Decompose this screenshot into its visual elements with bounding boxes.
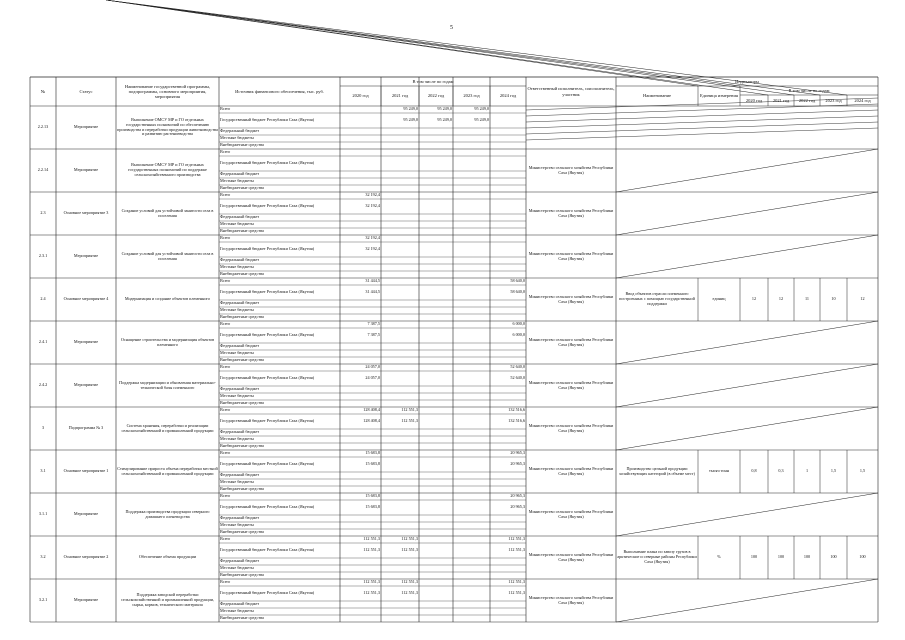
total-amount: 52 640,0	[510, 364, 525, 370]
source-label-extra: Внебюджетные средства	[220, 615, 264, 621]
indicator-value: 100	[803, 554, 811, 560]
indicator-name: Выполнение плана по завозу грузов в арктические и северные районы Республики Саха (Якутия)	[617, 549, 697, 564]
header-ind-year: 2023 год	[825, 97, 842, 103]
total-amount: 112 551,3	[401, 536, 418, 542]
republic-amount	[420, 242, 452, 257]
total-amount: 132 516,6	[508, 407, 525, 413]
empty-cell-diagonal	[616, 192, 878, 235]
source-label-extra: Внебюджетные средства	[220, 400, 264, 406]
republic-amount	[420, 199, 452, 214]
source-label-republic: Государственный бюджет Республики Саха (Якутия)	[220, 289, 315, 295]
source-label-total: Всего	[220, 192, 231, 198]
row-number: 2.2.14	[37, 167, 49, 173]
total-amount: 7 387,5	[367, 321, 380, 327]
source-label-federal: Федеральный бюджет	[220, 472, 260, 478]
republic-amount	[420, 414, 452, 429]
row-status: Основное мероприятие 2	[63, 554, 109, 560]
republic-amount	[491, 113, 525, 128]
source-label-federal: Федеральный бюджет	[220, 386, 260, 392]
indicator-value: 0,8	[751, 468, 757, 474]
total-amount	[420, 192, 452, 199]
total-amount: 128 408,4	[363, 407, 380, 413]
total-amount	[491, 192, 525, 199]
empty-cell-diagonal	[616, 493, 878, 536]
row-program-name: Поддержка модернизации и обновления материально-технической базы племенного	[119, 379, 216, 390]
republic-amount	[454, 500, 489, 515]
total-amount: 32 192,4	[365, 235, 380, 241]
header-source: Источник финансового обеспечения, тыс. руб.	[235, 88, 324, 94]
header-year: 2021 год	[391, 93, 409, 99]
republic-amount	[420, 371, 452, 386]
row-status: Мероприятие	[73, 382, 99, 388]
indicator-value: 1,5	[830, 468, 837, 474]
total-amount: 31 444,5	[365, 278, 380, 284]
republic-amount	[420, 156, 452, 171]
indicator-value: 10	[831, 296, 836, 302]
total-amount	[420, 235, 452, 242]
row-status: Мероприятие	[73, 167, 99, 173]
total-amount	[382, 192, 418, 199]
republic-amount: 95 249,0	[403, 117, 418, 123]
source-label-total: Всего	[220, 493, 231, 499]
total-amount	[382, 364, 418, 371]
row-number: 2.2.13	[37, 124, 49, 130]
source-label-total: Всего	[220, 407, 231, 413]
republic-amount	[454, 156, 489, 171]
republic-amount: 32 192,4	[365, 246, 380, 252]
republic-amount: 58 640,0	[510, 289, 525, 295]
republic-amount: 112 551,3	[401, 418, 418, 424]
source-label-local: Местные бюджеты	[220, 264, 254, 270]
total-amount	[454, 536, 489, 543]
page-number: 5	[450, 25, 453, 31]
republic-amount: 112 551,3	[363, 590, 380, 596]
total-amount	[420, 579, 452, 586]
header-indicators: Индикаторы	[735, 78, 759, 84]
row-number: 3.2.1	[38, 597, 48, 603]
republic-amount	[341, 156, 380, 171]
total-amount: 95 249,0	[474, 106, 489, 112]
header-year: 2024 год	[499, 93, 517, 99]
republic-amount	[454, 543, 489, 558]
row-status: Мероприятие	[73, 511, 99, 517]
source-label-local: Местные бюджеты	[220, 393, 254, 399]
header-ind-name: Наименование	[642, 93, 672, 99]
source-label-local: Местные бюджеты	[220, 565, 254, 571]
row-executor: Министерство сельского хозяйства Республики Саха (Якутия)	[528, 422, 614, 433]
row-number: 2.3.1	[38, 253, 48, 259]
row-executor: Министерство сельского хозяйства Республики Саха (Якутия)	[528, 164, 614, 175]
header-years-group: В том числе по годам	[412, 78, 454, 84]
source-label-republic: Государственный бюджет Республики Саха (Якутия)	[220, 418, 315, 424]
republic-amount	[420, 457, 452, 472]
indicator-value: 100	[750, 554, 758, 560]
empty-cell-hatch	[526, 116, 878, 128]
row-program-name: Обеспечение объема продукции	[138, 554, 197, 560]
total-amount	[491, 149, 525, 156]
source-label-republic: Государственный бюджет Республики Саха (Якутия)	[220, 504, 315, 510]
row-program-name: Поддержка производства продукции северного домашнего оленеводства	[125, 508, 210, 519]
source-label-extra: Внебюджетные средства	[220, 314, 264, 320]
source-label-extra: Внебюджетные средства	[220, 271, 264, 277]
total-amount: 24 057,0	[365, 364, 380, 370]
source-label-total: Всего	[220, 536, 231, 542]
source-label-extra: Внебюджетные средства	[220, 572, 264, 578]
republic-amount	[491, 199, 525, 214]
republic-amount	[454, 414, 489, 429]
total-amount	[420, 407, 452, 414]
indicator-name: Производство цельной продукции хозяйствующих категорий (в объеме мест)	[619, 465, 695, 476]
republic-amount: 15 683,8	[365, 504, 380, 510]
republic-amount: 112 551,3	[401, 590, 418, 596]
republic-amount	[420, 586, 452, 601]
source-label-federal: Федеральный бюджет	[220, 171, 260, 177]
source-label-total: Всего	[220, 106, 231, 112]
total-amount	[382, 235, 418, 242]
republic-amount	[454, 457, 489, 472]
header-ind-year: 2024 год	[854, 97, 871, 103]
total-amount: 112 551,3	[508, 536, 525, 542]
source-label-total: Всего	[220, 149, 231, 155]
total-amount	[420, 149, 452, 156]
source-label-republic: Государственный бюджет Республики Саха (Якутия)	[220, 203, 315, 209]
header-num: №	[40, 88, 46, 94]
row-program-name: Стимулирование прироста объема переработки местной сельскохозяйственной и промышленной продукции	[117, 465, 218, 476]
total-amount: 95 249,0	[403, 106, 418, 112]
row-executor: Министерство сельского хозяйства Республики Саха (Якутия)	[528, 551, 614, 562]
total-amount: 112 551,3	[363, 579, 380, 585]
empty-cell-diagonal	[616, 149, 878, 192]
total-amount	[454, 321, 489, 328]
empty-cell-hatch	[526, 122, 878, 134]
republic-amount	[382, 242, 418, 257]
republic-amount: 95 249,0	[474, 117, 489, 123]
source-label-federal: Федеральный бюджет	[220, 429, 260, 435]
republic-amount: 112 551,3	[401, 547, 418, 553]
row-status: Мероприятие	[73, 339, 99, 345]
row-executor: Министерство сельского хозяйства Республики Саха (Якутия)	[528, 594, 614, 605]
row-program-name: Модернизация и создание объектов племенного	[124, 296, 211, 302]
source-label-republic: Государственный бюджет Республики Саха (Якутия)	[220, 461, 315, 467]
header-status: Статус	[79, 88, 93, 94]
source-label-republic: Государственный бюджет Республики Саха (Якутия)	[220, 547, 315, 553]
source-label-local: Местные бюджеты	[220, 178, 254, 184]
empty-cell-hatch	[526, 110, 878, 122]
row-program-name: Система хранения, переработки и реализации сельскохозяйственной и промышленной продукции	[121, 422, 214, 433]
total-amount	[454, 493, 489, 500]
source-label-federal: Федеральный бюджет	[220, 601, 260, 607]
source-label-republic: Государственный бюджет Республики Саха (Якутия)	[220, 375, 315, 381]
total-amount: 112 551,3	[363, 536, 380, 542]
header-ind-unit: Единица измерения	[700, 93, 738, 99]
republic-amount	[454, 371, 489, 386]
indicator-value: 12	[751, 296, 757, 302]
source-label-federal: Федеральный бюджет	[220, 300, 260, 306]
republic-amount: 6 000,0	[512, 332, 525, 338]
total-amount	[454, 149, 489, 156]
indicator-value: 1,5	[859, 468, 866, 474]
total-amount: 58 640,0	[510, 278, 525, 284]
row-number: 3.1	[40, 468, 46, 474]
empty-cell-diagonal	[616, 407, 878, 450]
total-amount	[454, 364, 489, 371]
total-amount	[382, 493, 418, 500]
header-program-name: Наименование государственной программы, подпрограммы, основного мероприятия, мероприятия	[124, 83, 211, 100]
republic-amount: 20 965,3	[510, 504, 525, 510]
header-year: 2023 год	[463, 93, 480, 99]
total-amount	[420, 321, 452, 328]
source-label-total: Всего	[220, 364, 231, 370]
republic-amount	[382, 371, 418, 386]
source-label-extra: Внебюджетные средства	[220, 185, 264, 191]
source-label-federal: Федеральный бюджет	[220, 214, 260, 220]
row-program-name: Создание условий для устойчивой занятости села в поселения	[121, 207, 214, 218]
total-amount: 15 683,8	[365, 493, 380, 499]
total-amount	[491, 235, 525, 242]
total-amount: 20 965,3	[510, 493, 525, 499]
republic-amount: 128 408,4	[363, 418, 380, 424]
republic-amount: 112 551,3	[363, 547, 380, 553]
total-amount: 112 551,3	[401, 407, 418, 413]
indicator-value: 100	[859, 554, 866, 560]
total-amount	[420, 364, 452, 371]
total-amount	[341, 149, 380, 156]
row-program-name: Выполнение ОМСУ МР и ГО отдельных государственных полномочий по поддержке сельскохозяйственного производства	[128, 162, 207, 177]
republic-amount: 132 516,6	[508, 418, 525, 424]
row-status: Подпрограмма № 3	[68, 425, 104, 431]
total-amount	[382, 321, 418, 328]
source-label-local: Местные бюджеты	[220, 436, 254, 442]
indicator-unit: %	[717, 554, 721, 560]
total-amount: 20 965,3	[510, 450, 525, 456]
row-status: Основное мероприятие 1	[63, 468, 109, 474]
indicator-value: 100	[777, 554, 785, 560]
republic-amount: 24 057,0	[365, 375, 380, 381]
indicator-value: 12	[778, 296, 784, 302]
source-label-federal: Федеральный бюджет	[220, 343, 260, 349]
header-ind-year: 2021 год	[772, 97, 790, 103]
republic-amount	[382, 285, 418, 300]
row-number: 2.3	[40, 210, 46, 216]
republic-amount: 112 551,3	[508, 590, 525, 596]
source-label-total: Всего	[220, 321, 231, 327]
indicator-name: Ввод объектов отрасли племенного построенных с помощью государственной поддержки	[619, 291, 695, 306]
row-executor: Министерство сельского хозяйства Республики Саха (Якутия)	[528, 508, 614, 519]
indicator-value: 100	[830, 554, 837, 560]
row-status: Мероприятие	[73, 253, 99, 259]
republic-amount	[454, 328, 489, 343]
republic-amount: 52 640,0	[510, 375, 525, 381]
total-amount	[420, 450, 452, 457]
row-program-name: Поддержка заводской переработки сельскохозяйственной и промышленной продукции, сырья, кормов, технического материала	[120, 592, 215, 607]
empty-cell-diagonal	[616, 235, 878, 278]
header-ind-years-group: В том числе по годам	[788, 87, 830, 93]
total-amount: 6 000,0	[512, 321, 525, 327]
source-label-extra: Внебюджетные средства	[220, 228, 264, 234]
total-amount	[454, 235, 489, 242]
republic-amount: 20 965,3	[510, 461, 525, 467]
total-amount	[454, 192, 489, 199]
republic-amount	[382, 457, 418, 472]
source-label-extra: Внебюджетные средства	[220, 486, 264, 492]
source-label-local: Местные бюджеты	[220, 350, 254, 356]
header-ind-year: 2022 год	[798, 97, 816, 103]
indicator-value: 1	[805, 468, 809, 474]
republic-amount: 32 192,4	[365, 203, 380, 209]
republic-amount	[382, 328, 418, 343]
source-label-total: Всего	[220, 235, 231, 241]
row-status: Мероприятие	[73, 124, 99, 130]
row-status: Основное мероприятие 4	[63, 296, 109, 302]
total-amount	[341, 106, 380, 113]
row-executor: Министерство сельского хозяйства Республики Саха (Якутия)	[528, 336, 614, 347]
total-amount	[454, 407, 489, 414]
indicator-value: 12	[860, 296, 865, 302]
header-year: 2020 год	[352, 93, 369, 99]
source-label-total: Всего	[220, 278, 231, 284]
source-label-total: Всего	[220, 579, 231, 585]
empty-cell-diagonal	[616, 579, 878, 622]
source-label-total: Всего	[220, 450, 231, 456]
empty-cell-diagonal	[616, 364, 878, 407]
header-year: 2022 год	[427, 93, 445, 99]
republic-amount	[341, 113, 380, 128]
row-status: Мероприятие	[73, 597, 99, 603]
republic-amount	[454, 586, 489, 601]
republic-amount	[382, 500, 418, 515]
republic-amount	[454, 285, 489, 300]
source-label-local: Местные бюджеты	[220, 135, 254, 141]
total-amount	[454, 579, 489, 586]
indicator-unit: тысяч тонн	[709, 468, 729, 474]
row-program-name: Оснащение строительства и модернизация объектов племенного	[120, 336, 215, 347]
republic-amount	[491, 242, 525, 257]
row-number: 2.4.2	[38, 382, 48, 388]
total-amount: 112 551,3	[401, 579, 418, 585]
republic-amount	[454, 199, 489, 214]
total-amount: 32 192,4	[365, 192, 380, 198]
republic-amount: 31 444,5	[365, 289, 380, 295]
source-label-federal: Федеральный бюджет	[220, 257, 260, 263]
source-label-local: Местные бюджеты	[220, 307, 254, 313]
republic-amount	[382, 199, 418, 214]
row-number: 2.4	[40, 296, 46, 302]
total-amount	[382, 278, 418, 285]
source-label-extra: Внебюджетные средства	[220, 529, 264, 535]
total-amount	[382, 450, 418, 457]
indicator-unit: единиц	[712, 296, 726, 302]
republic-amount: 7 387,5	[367, 332, 380, 338]
source-label-republic: Государственный бюджет Республики Саха (Якутия)	[220, 246, 315, 252]
source-label-republic: Государственный бюджет Республики Саха (Якутия)	[220, 117, 315, 123]
source-label-extra: Внебюджетные средства	[220, 142, 264, 148]
total-amount: 15 683,8	[365, 450, 380, 456]
source-label-federal: Федеральный бюджет	[220, 128, 260, 134]
row-number: 3.2	[40, 554, 46, 560]
republic-amount: 95 249,0	[437, 117, 452, 123]
row-program-name: Создание условий для устойчивой занятости села в поселения	[121, 250, 214, 261]
total-amount	[420, 536, 452, 543]
source-label-federal: Федеральный бюджет	[220, 515, 260, 521]
source-label-extra: Внебюджетные средства	[220, 357, 264, 363]
republic-amount: 15 683,8	[365, 461, 380, 467]
source-label-republic: Государственный бюджет Республики Саха (Якутия)	[220, 590, 315, 596]
republic-amount	[454, 242, 489, 257]
source-label-local: Местные бюджеты	[220, 522, 254, 528]
header-ind-year: 2020 год	[745, 97, 763, 103]
republic-amount	[382, 156, 418, 171]
empty-cell-diagonal	[616, 321, 878, 364]
row-number: 3.1.1	[38, 511, 48, 517]
source-label-republic: Государственный бюджет Республики Саха (Якутия)	[220, 332, 315, 338]
indicator-value: 0,3	[778, 468, 784, 474]
row-number: 2.4.1	[38, 339, 48, 345]
total-amount	[420, 278, 452, 285]
source-label-local: Местные бюджеты	[220, 221, 254, 227]
source-label-republic: Государственный бюджет Республики Саха (Якутия)	[220, 160, 315, 166]
republic-amount	[420, 500, 452, 515]
republic-amount	[491, 156, 525, 171]
republic-amount	[420, 328, 452, 343]
republic-amount: 112 551,3	[508, 547, 525, 553]
source-label-local: Местные бюджеты	[220, 479, 254, 485]
total-amount: 112 551,3	[508, 579, 525, 585]
row-executor: Министерство сельского хозяйства Республики Саха (Якутия)	[528, 293, 614, 304]
total-amount: 95 249,0	[437, 106, 452, 112]
total-amount	[454, 450, 489, 457]
republic-amount	[420, 543, 452, 558]
row-program-name: Выполнение ОМСУ МР и ГО отдельных государственных полномочий по обеспечению производства и переработки продукции животноводства и развитию растениеводства	[117, 116, 218, 137]
total-amount	[420, 493, 452, 500]
source-label-extra: Внебюджетные средства	[220, 443, 264, 449]
source-label-local: Местные бюджеты	[220, 608, 254, 614]
row-executor: Министерство сельского хозяйства Республики Саха (Якутия)	[528, 250, 614, 261]
row-executor: Министерство сельского хозяйства Республики Саха (Якутия)	[528, 379, 614, 390]
header-executor: Ответственный исполнитель, соисполнитель, участник	[527, 86, 615, 97]
total-amount	[454, 278, 489, 285]
row-executor: Министерство сельского хозяйства Республики Саха (Якутия)	[528, 465, 614, 476]
row-number: 3	[41, 425, 45, 431]
total-amount	[491, 106, 525, 113]
empty-cell-hatch	[526, 128, 878, 140]
row-executor: Министерство сельского хозяйства Республики Саха (Якутия)	[528, 207, 614, 218]
total-amount	[382, 149, 418, 156]
row-status: Основное мероприятие 3	[63, 210, 109, 216]
indicator-value: 11	[804, 296, 810, 302]
republic-amount	[420, 285, 452, 300]
source-label-federal: Федеральный бюджет	[220, 558, 260, 564]
